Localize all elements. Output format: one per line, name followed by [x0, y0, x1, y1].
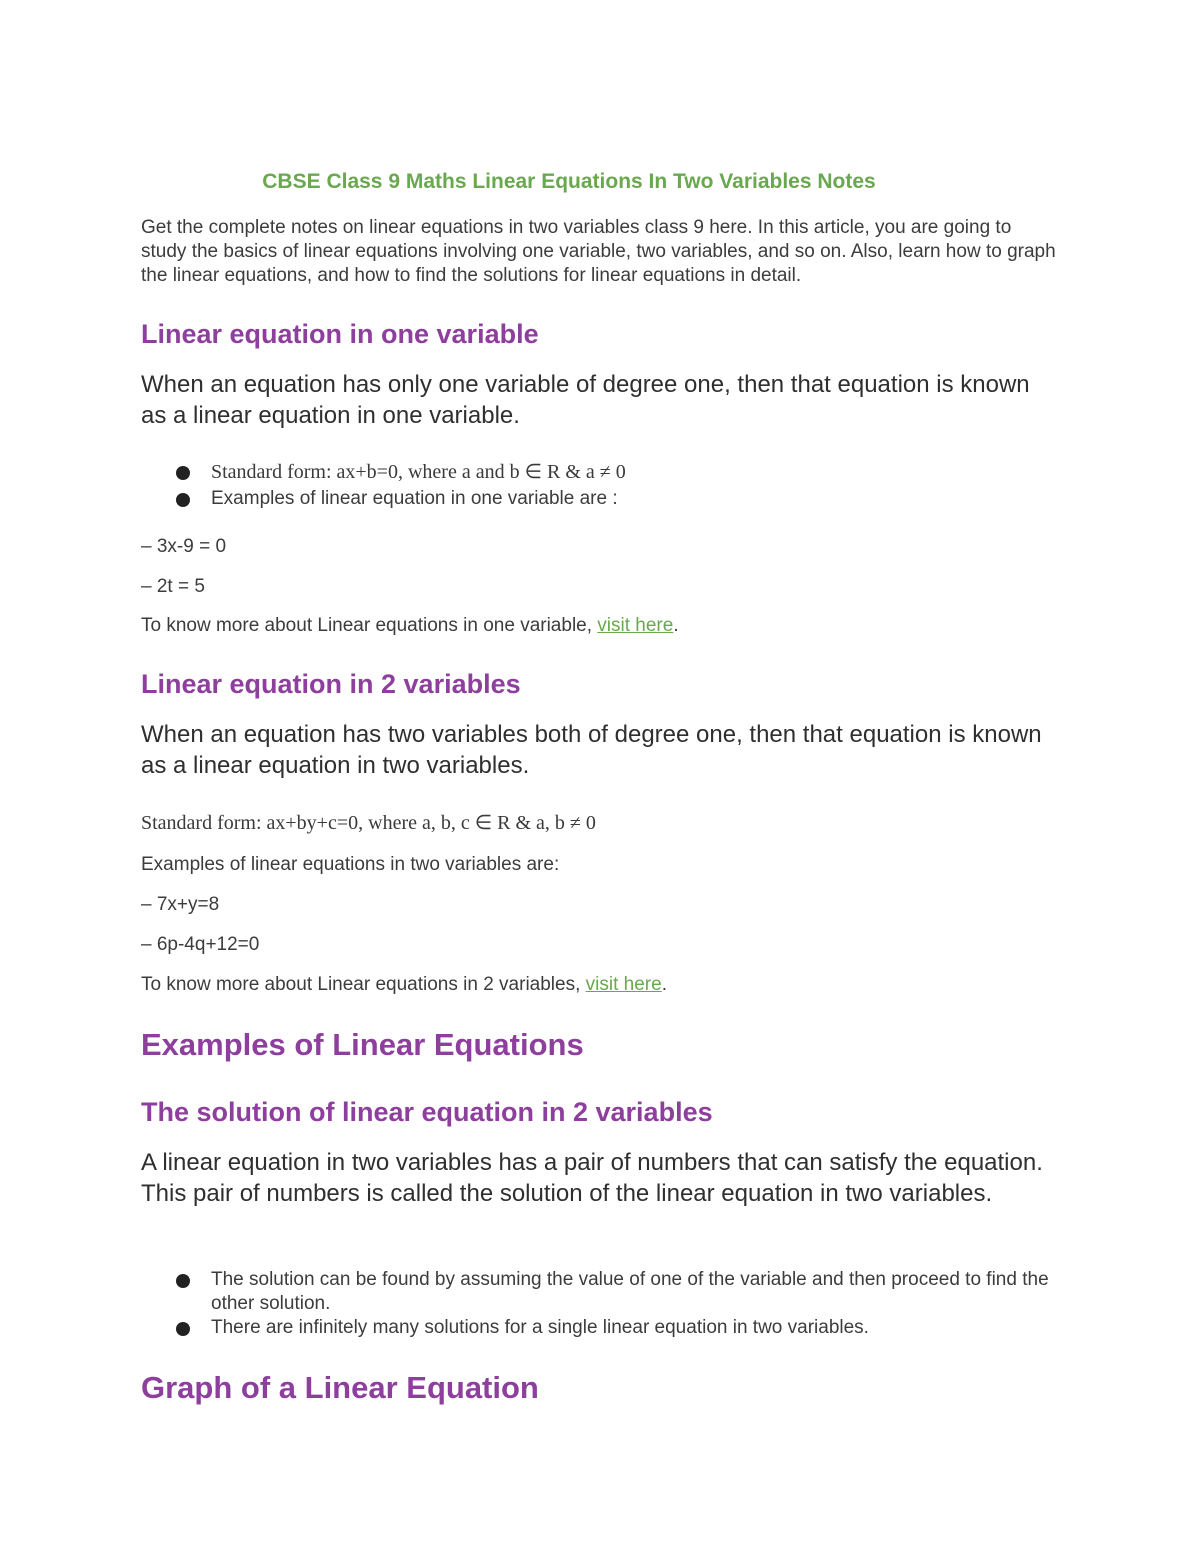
example-equation: – 3x-9 = 0: [141, 536, 227, 557]
know-more-text: To know more about Linear equations in 2 variables,: [141, 974, 586, 995]
list-item: [176, 460, 1066, 484]
solution-definition: A linear equation in two variables has a pair of numbers that can satisfy the equation. This pair of numbers is called the solution of the linear equation in two variables.: [141, 1149, 1043, 1207]
solution-bullet: The solution can be found by assuming the value of one of the variable and then proceed to find the other solution.: [211, 1269, 1049, 1314]
two-variables-definition: When an equation has two variables both of degree one, then that equation is known as a linear equation in two variables.: [141, 721, 1042, 779]
know-more-text: To know more about Linear equations in one variable,: [141, 615, 598, 636]
examples-intro-two-variables: Examples of linear equations in two variables are:: [141, 854, 560, 875]
bullet-icon: [176, 1322, 190, 1336]
heading-graph: Graph of a Linear Equation: [141, 1370, 539, 1405]
heading-one-variable: Linear equation in one variable: [141, 319, 539, 349]
list-item: [176, 1268, 1066, 1316]
list-item: [176, 1316, 1066, 1340]
standard-form-two-variables: Standard form: ax+by+c=0, where a, b, c ∈ R & a, b ≠ 0: [141, 812, 596, 834]
list-item: [176, 487, 1066, 511]
visit-here-link[interactable]: visit here: [585, 974, 662, 995]
heading-examples: Examples of Linear Equations: [141, 1027, 584, 1062]
standard-form-one-variable: Standard form: ax+b=0, where a and b ∈ R & a ≠ 0: [211, 461, 626, 483]
page-title: CBSE Class 9 Maths Linear Equations In Two Variables Notes: [262, 170, 876, 193]
period: .: [673, 615, 679, 636]
heading-two-variables: Linear equation in 2 variables: [141, 669, 521, 699]
solution-bullet: There are infinitely many solutions for a single linear equation in two variables.: [211, 1317, 869, 1338]
one-variable-definition: When an equation has only one variable of degree one, then that equation is known as a linear equation in one variable.: [141, 371, 1030, 429]
bullet-icon: [176, 466, 190, 480]
example-equation: – 7x+y=8: [141, 894, 220, 915]
visit-here-link[interactable]: visit here: [597, 615, 674, 636]
example-equation: – 2t = 5: [141, 576, 205, 597]
know-more-two-variables: [141, 973, 667, 997]
period: .: [661, 974, 667, 995]
heading-solution: The solution of linear equation in 2 variables: [141, 1097, 713, 1127]
bullet-icon: [176, 1274, 190, 1288]
intro-paragraph: Get the complete notes on linear equations in two variables class 9 here. In this article, you are going to study the basics of linear equations involving one variable, two variables, and so on. Also, learn how to graph the linear equations, and how to find the solutions for linear equations in detail.: [141, 217, 1056, 286]
know-more-one-variable: [141, 614, 679, 638]
example-equation: – 6p-4q+12=0: [141, 934, 260, 955]
examples-intro-one-variable: Examples of linear equation in one variable are :: [211, 488, 618, 509]
bullet-icon: [176, 493, 190, 507]
